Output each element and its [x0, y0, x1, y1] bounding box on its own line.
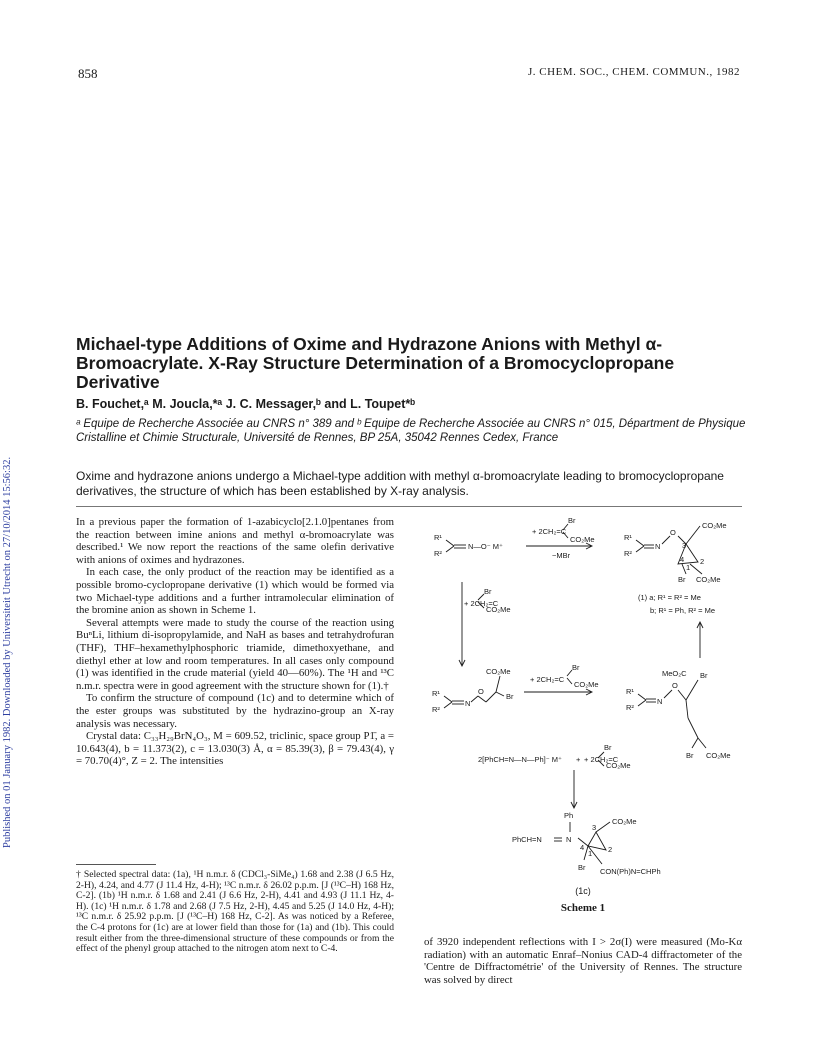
reagent-label: + 2CH₂=C [464, 599, 499, 608]
co2me-label: CO₂Me [570, 535, 595, 544]
r1-label: R¹ [434, 533, 442, 542]
r1-label: R¹ [432, 689, 440, 698]
hydrazone-reactant: 2[PhCH=N—N—Ph]⁻ M⁺ [478, 755, 562, 764]
reaction-scheme [416, 512, 752, 932]
co2me-label: CO₂Me [696, 575, 721, 584]
con-ph-label: CON(Ph)N=CHPh [600, 867, 661, 876]
n-label: N [465, 699, 471, 708]
reagent-label: + 2CH₂=C [530, 675, 565, 684]
article-title: Michael-type Additions of Oxime and Hydrazone Anions with Methyl α-Bromoacrylate. X-Ray Structure Determination of a Bromocyclopropane Derivative [76, 334, 675, 392]
legend-1a: (1) a; R¹ = R² = Me [638, 593, 701, 602]
plus-sign: + [576, 755, 581, 764]
co2me-label: CO₂Me [574, 680, 599, 689]
br-label: Br [578, 863, 586, 872]
co2me-label: CO₂Me [702, 521, 727, 530]
reagent-label: + 2CH₂=C [584, 755, 619, 764]
ph-label: Ph [564, 811, 574, 820]
r2-label: R² [432, 705, 440, 714]
n-label: N [566, 835, 572, 844]
br-label: Br [484, 587, 492, 596]
atom-number: 1 [686, 563, 691, 572]
footnote-rule [76, 864, 156, 865]
r2-label: R² [434, 549, 442, 558]
journal-header: J. CHEM. SOC., CHEM. COMMUN., 1982 [528, 66, 740, 78]
meo2c-label: MeO₂C [662, 669, 687, 678]
br-label: Br [572, 663, 580, 672]
body-paragraph: To confirm the structure of compound (1c) and to determine which of the ester groups was substituted by the hydrazino-group an X-ray analysis was necessary. [76, 692, 394, 730]
n-label: N [657, 697, 663, 706]
o-label: O [478, 687, 484, 696]
abstract: Oxime and hydrazone anions undergo a Michael-type addition with methyl α-bromoacrylate leading to bromocyclopropane derivatives, the structure of which has been established by X-ray analysis. [76, 469, 724, 498]
atom-number: 4 [580, 843, 585, 852]
co2me-label: CO₂Me [612, 817, 637, 826]
minus-mbr-label: −MBr [552, 551, 571, 560]
r2-label: R² [624, 549, 632, 558]
body-column-left [76, 516, 394, 768]
o-label: O [670, 528, 676, 537]
page-number: 858 [78, 66, 98, 81]
crystal-data-paragraph: Crystal data: C₃₃H₂₉BrN₄O₃, M = 609.52, triclinic, space group P1̄, a = 10.643(4), b = 11.373(2), c = 13.030(3) Å, α = 85.39(3), β = 79.43(4), γ = 70.70(4)°, Z = 2. The intensities [76, 730, 394, 768]
body-paragraph: In each case, the only product of the reaction may be identified as a possible bromo-cyclopropane derivative (1) which would be formed via two Michael-type additions and a further intramolecular elimination of the bromine anion as shown in Scheme 1. [76, 566, 394, 617]
download-watermark: Published on 01 January 1982. Downloaded by Universiteit Utrecht on 27/10/2014 15:56:32. [2, 456, 13, 848]
legend-1b: b; R¹ = Ph, R² = Me [650, 606, 716, 615]
r1-label: R¹ [624, 533, 632, 542]
br-label: Br [604, 743, 612, 752]
atom-number: 3 [592, 823, 597, 832]
co2me-label: CO₂Me [706, 751, 731, 760]
br-label: Br [568, 516, 576, 525]
atom-number: 4 [680, 555, 685, 564]
r1-label: R¹ [626, 687, 634, 696]
co2me-label: CO₂Me [606, 761, 631, 770]
atom-number: 2 [608, 845, 613, 854]
br-label: Br [678, 575, 686, 584]
br-label: Br [686, 751, 694, 760]
br-label: Br [700, 671, 708, 680]
atom-number: 2 [700, 557, 705, 566]
atom-number: 3 [682, 541, 687, 550]
body-column-right: of 3920 independent reflections with I > 2σ(I) were measured (Mo-Kα radiation) with an automatic Enraf–Nonius CAD-4 diffractometer of the 'Centre de Diffractométrie' of the University of Rennes. The structure was solved by direct [424, 936, 742, 986]
author-list: B. Fouchet,ᵃ M. Joucla,*ᵃ J. C. Messager,ᵇ and L. Toupet*ᵇ [76, 397, 416, 411]
co2me-label: CO₂Me [486, 605, 511, 614]
br-label: Br [506, 692, 514, 701]
reagent-label: + 2CH₂=C [532, 527, 567, 536]
scheme-drawing [416, 512, 752, 892]
scheme-caption: Scheme 1 [560, 902, 606, 914]
body-paragraph: Several attempts were made to study the course of the reaction using BuⁿLi, lithium di-isopropylamide, and NaH as bases and tetrahydrofuran (THF), THF–hexamethylphosphoric triamide, dimethoxyethane, and diethyl ether at low and room temperatures. In all cases only compound (1) was identified in the crude material (yield 40—60%). The ¹H and ¹³C n.m.r. spectra were in good agreement with the structure shown for (1).† [76, 616, 394, 692]
section-divider [76, 506, 742, 507]
n-label: N [655, 542, 661, 551]
co2me-label: CO₂Me [486, 667, 511, 676]
oxime-anion-label: N—O⁻ M⁺ [468, 542, 503, 551]
footnote: † Selected spectral data: (1a), ¹H n.m.r. δ (CDCl₃-SiMe₄) 1.68 and 2.38 (J 6.5 Hz, 2-H), 4.24, and 4.77 (J 11.4 Hz, 4-H); ¹³C n.m.r. δ 26.02 p.p.m. [J (¹³C–H) 168 Hz, C-2]. (1b) ¹H n.m.r. δ 1.68 and 2.41 (J 6.6 Hz, 2-H), 4.41 and 4.93 (J 11.1 Hz, 4-H). (1c) ¹H n.m.r. δ 1.78 and 2.68 (J 7.5 Hz, 2-H), 4.45 and 5.25 (J 14.0 Hz, 4-H); ¹³C n.m.r. δ 25.92 p.p.m. [J (¹³C–H) 168 Hz, C-2]. As was noticed by a Referee, the C-4 protons for (1c) are at lower field than those for (1a) and (1b). This could result either from the three-dimensional structure of these compounds or from the effect of the phenyl group attached to the nitrogen atom next to C-4. [76, 869, 394, 955]
body-paragraph: In a previous paper the formation of 1-azabicyclo[2.1.0]pentanes from the reaction between imine anions and methyl α-bromoacrylate was described.¹ We now report the reactions of the same olefin derivative with anions of oximes and hydrazones. [76, 516, 394, 566]
phch-n-label: PhCH=N [512, 835, 542, 844]
atom-number: 1 [588, 849, 593, 858]
r2-label: R² [626, 703, 634, 712]
compound-label: (1c) [575, 886, 591, 896]
o-label: O [672, 681, 678, 690]
affiliation: ᵃ Equipe de Recherche Associée au CNRS n° 389 and ᵇ Equipe de Recherche Associée au CNRS n° 015, Départment de Physique Cristalline et Chimie Structurale, Université de Rennes, BP 25A, 35042 Rennes Cedex, France [76, 418, 746, 444]
